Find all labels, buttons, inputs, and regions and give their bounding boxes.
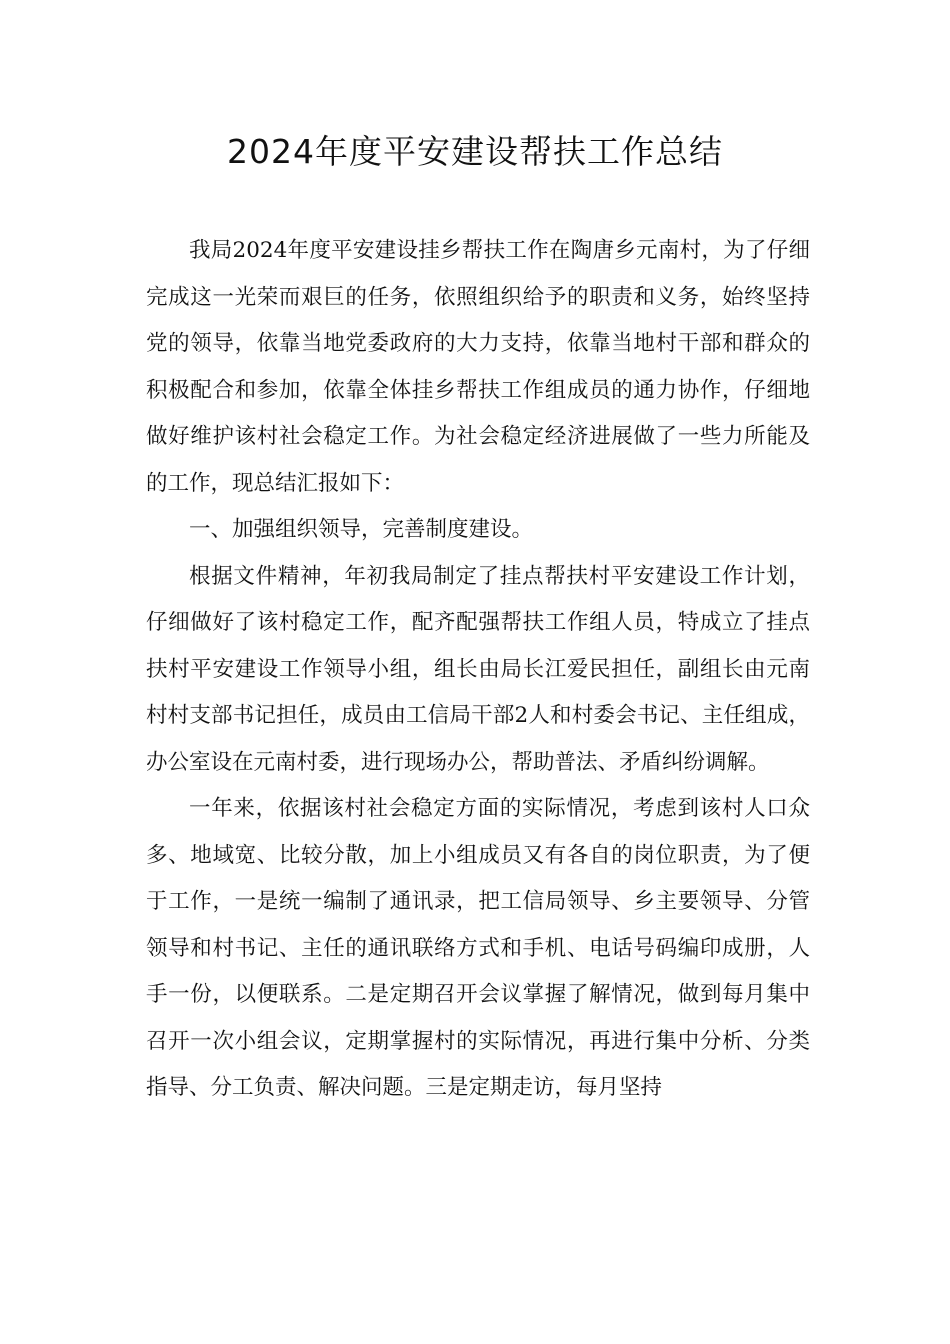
document-body (146, 228, 810, 1112)
paragraph-measures: 一年来，依据该村社会稳定方面的实际情况，考虑到该村人口众多、地域宽、比较分散，加上小组成员又有各自的岗位职责，为了便于工作，一是统一编制了通讯录，把工信局领导、乡主要领导、分管领导和村书记、主任的通讯联络方式和手机、电话号码编印成册，人手一份，以便联系。二是定期召开会议掌握了解情况，做到每月集中召开一次小组会议，定期掌握村的实际情况，再进行集中分析、分类指导、分工负责、解决问题。三是定期走访，每月坚持 (146, 796, 810, 1100)
document-title: 2024年度平安建设帮扶工作总结 (227, 132, 723, 171)
section-heading-1: 一、加强组织领导，完善制度建设。 (189, 517, 534, 542)
paragraph-intro: 我局2024年度平安建设挂乡帮扶工作在陶唐乡元南村，为了仔细完成这一光荣而艰巨的任务，依照组织给予的职责和义务，始终坚持党的领导，依靠当地党委政府的大力支持，依靠当地村干部和群众的积极配合和参加，依靠全体挂乡帮扶工作组成员的通力协作，仔细地做好维护该村社会稳定工作。为社会稳定经济进展做了一些力所能及的工作，现总结汇报如下： (146, 238, 810, 496)
paragraph-organization: 根据文件精神，年初我局制定了挂点帮扶村平安建设工作计划，仔细做好了该村稳定工作，配齐配强帮扶工作组人员，特成立了挂点扶村平安建设工作领导小组，组长由局长江爱民担任，副组长由元南村村支部书记担任，成员由工信局干部2人和村委会书记、主任组成，办公室设在元南村委，进行现场办公，帮助普法、矛盾纠纷调解。 (146, 563, 810, 775)
